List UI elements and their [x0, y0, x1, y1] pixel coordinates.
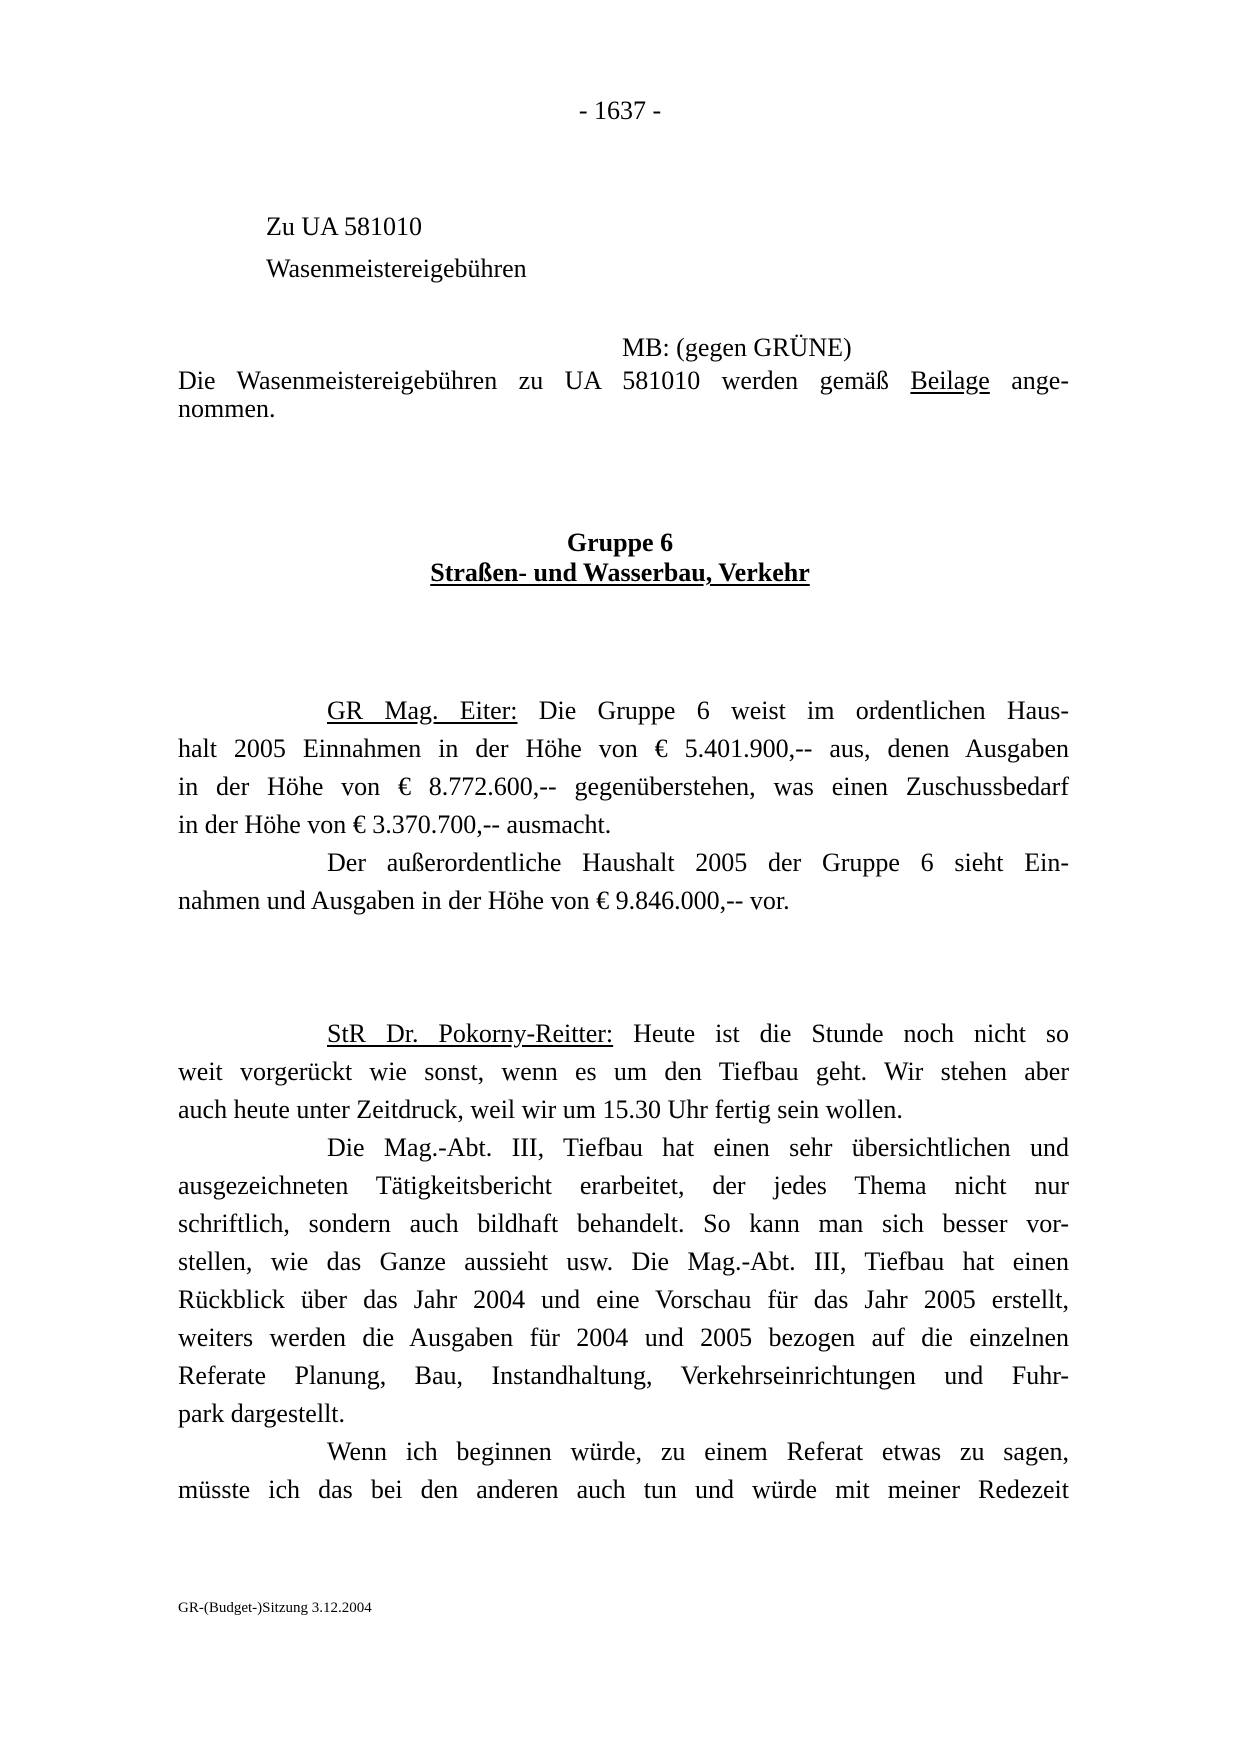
speech-line: Der außerordentliche Haushalt 2005 der Gruppe 6 sieht Ein-: [327, 848, 1069, 877]
page-number: - 1637 -: [578, 96, 662, 125]
beilage-link[interactable]: Beilage: [910, 366, 990, 395]
speaker-name: GR Mag. Eiter:: [327, 696, 518, 725]
speech-line: in der Höhe von € 8.772.600,-- gegenüberstehen, was einen Zuschussbedarf: [178, 772, 1069, 801]
section-title: Wasenmeistereigebühren: [266, 254, 527, 283]
speech-line: Die Mag.-Abt. III, Tiefbau hat einen sehr übersichtlichen und: [327, 1133, 1069, 1162]
speech-line: GR Mag. Eiter: Die Gruppe 6 weist im ordentlichen Haus-: [327, 696, 1070, 725]
speech-line: weit vorgerückt wie sonst, wenn es um den Tiefbau geht. Wir stehen aber: [178, 1057, 1069, 1086]
group-subtitle-wrap: [0, 558, 1240, 588]
speech-line: müsste ich das bei den anderen auch tun und würde mit meiner Redezeit: [178, 1475, 1069, 1504]
speech-line: in der Höhe von € 3.370.700,-- ausmacht.: [178, 810, 612, 839]
decision-paragraph: [178, 367, 1069, 423]
speech-line: schriftlich, sondern auch bildhaft behandelt. So kann man sich besser vor-: [178, 1209, 1069, 1238]
speech-line: Wenn ich beginnen würde, zu einem Referat etwas zu sagen,: [327, 1437, 1069, 1466]
group-title: Gruppe 6: [566, 528, 674, 557]
group-subtitle: Straßen- und Wasserbau, Verkehr: [430, 558, 810, 587]
page-footer: GR-(Budget-)Sitzung 3.12.2004: [178, 1600, 372, 1616]
speech-line: ausgezeichneten Tätigkeitsbericht erarbeitet, der jedes Thema nicht nur: [178, 1171, 1069, 1200]
speech-line: Referate Planung, Bau, Instandhaltung, Verkehrseinrichtungen und Fuhr-: [178, 1361, 1069, 1390]
decision-line-2: nommen.: [178, 394, 276, 423]
speech-eiter: [178, 692, 1069, 920]
speech-line: halt 2005 Einnahmen in der Höhe von € 5.401.900,-- aus, denen Ausgaben: [178, 734, 1069, 763]
speech-line: Rückblick über das Jahr 2004 und eine Vorschau für das Jahr 2005 erstellt,: [178, 1285, 1069, 1314]
speech-line: stellen, wie das Ganze aussieht usw. Die Mag.-Abt. III, Tiefbau hat einen: [178, 1247, 1069, 1276]
speech-line: auch heute unter Zeitdruck, weil wir um 15.30 Uhr fertig sein wollen.: [178, 1095, 903, 1124]
speech-line: StR Dr. Pokorny-Reitter: Heute ist die Stunde noch nicht so: [327, 1019, 1069, 1048]
speech-line: nahmen und Ausgaben in der Höhe von € 9.846.000,-- vor.: [178, 886, 790, 915]
decision-line-1: Die Wasenmeistereigebühren zu UA 581010 werden gemäß Beilage ange-: [178, 366, 1069, 395]
ua-line: Zu UA 581010: [266, 212, 422, 241]
speech-line: weiters werden die Ausgaben für 2004 und 2005 bezogen auf die einzelnen: [178, 1323, 1069, 1352]
vote-result: MB: (gegen GRÜNE): [622, 333, 852, 362]
speaker-name: StR Dr. Pokorny-Reitter:: [327, 1019, 614, 1048]
speech-pokorny-reitter: [178, 1015, 1069, 1509]
speech-line: park dargestellt.: [178, 1399, 346, 1428]
